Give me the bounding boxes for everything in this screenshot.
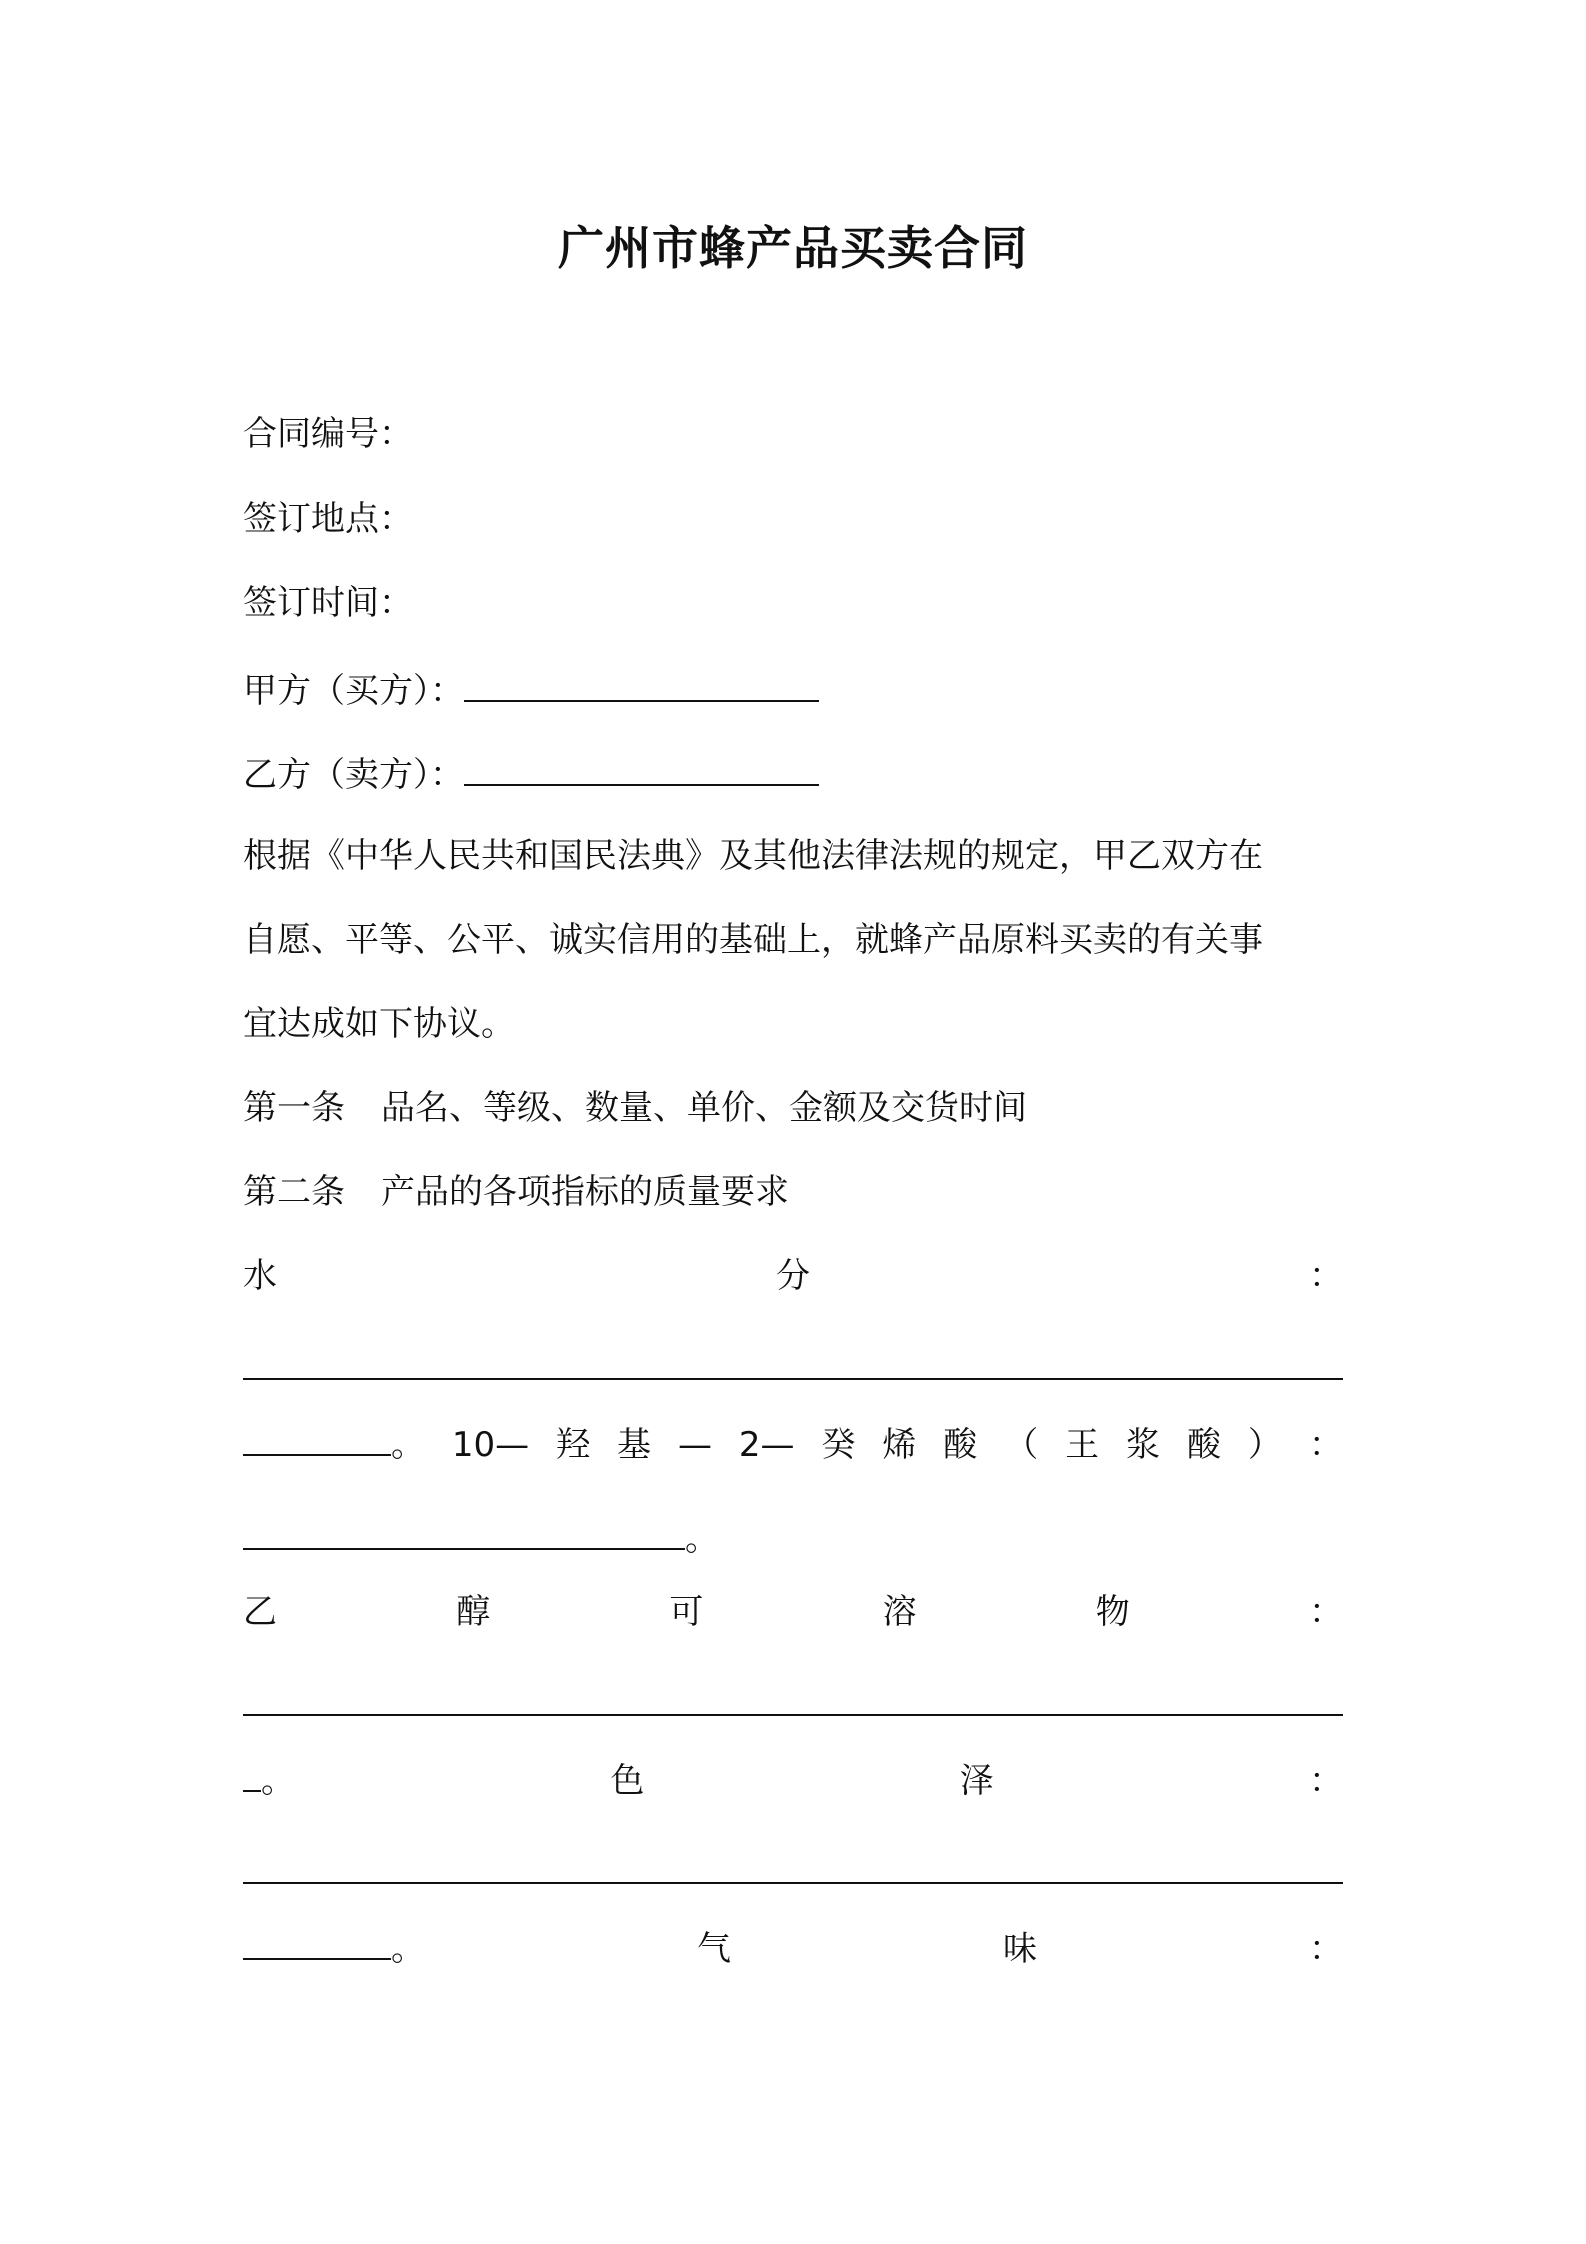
- sign-time-field: [243, 581, 1343, 625]
- document-title: 广州市蜂产品买卖合同: [558, 221, 1028, 275]
- article-1-text: 品名、等级、数量、单价、金额及交货时间: [381, 1088, 1027, 1128]
- article-1-number: 第一条: [243, 1088, 345, 1128]
- preamble-line-2: 自愿、平等、公平、诚实信用的基础上，就蜂产品原料买卖的有关事: [243, 920, 1263, 960]
- color-label: 。 色 泽 ：: [243, 1756, 1343, 1803]
- water-blank-tail: [243, 1420, 391, 1456]
- party-b-blank: [464, 750, 819, 786]
- water-content-blank: [243, 1378, 1343, 1380]
- water-content-label: [243, 1254, 1343, 1298]
- ethanol-blank-tail: [243, 1756, 261, 1792]
- hda-blank: [243, 1514, 685, 1550]
- sign-place-field: [243, 497, 1343, 541]
- sign-time-label: 签订时间：: [243, 583, 413, 623]
- article-2-text: 产品的各项指标的质量要求: [381, 1172, 789, 1212]
- ethanol-soluble-label: 乙 醇 可 溶 物 ：: [243, 1592, 1343, 1632]
- hda-label: 。 10— 羟 基 — 2— 癸 烯 酸 （ 王 浆 酸 ） ：: [243, 1420, 1343, 1467]
- contract-number-label: 合同编号：: [243, 414, 413, 454]
- smell-label: 。 气 味 ：: [243, 1924, 1343, 1971]
- fen-char: 分: [776, 1256, 810, 1296]
- sign-place-label: 签订地点：: [243, 499, 413, 539]
- hda-blank-line: 。: [243, 1514, 1343, 1561]
- party-a-field: [243, 666, 1343, 713]
- article-1-heading: [243, 1086, 1343, 1130]
- party-a-blank: [464, 666, 819, 702]
- ethanol-soluble-blank: [243, 1714, 1343, 1716]
- contract-number-field: [243, 412, 1343, 456]
- color-blank-tail: [243, 1924, 391, 1960]
- preamble-line-1: 根据《中华人民共和国民法典》及其他法律法规的规定，甲乙双方在: [243, 836, 1263, 876]
- party-b-label: 乙方（卖方）：: [243, 755, 464, 795]
- water-char: 水: [243, 1256, 277, 1296]
- article-2-number: 第二条: [243, 1172, 345, 1212]
- preamble-line-3: 宜达成如下协议。: [243, 1004, 515, 1044]
- colon: ：: [1309, 1256, 1343, 1296]
- article-2-heading: [243, 1170, 1343, 1214]
- color-blank: [243, 1882, 1343, 1884]
- party-b-field: [243, 750, 1343, 797]
- party-a-label: 甲方（买方）：: [243, 671, 464, 711]
